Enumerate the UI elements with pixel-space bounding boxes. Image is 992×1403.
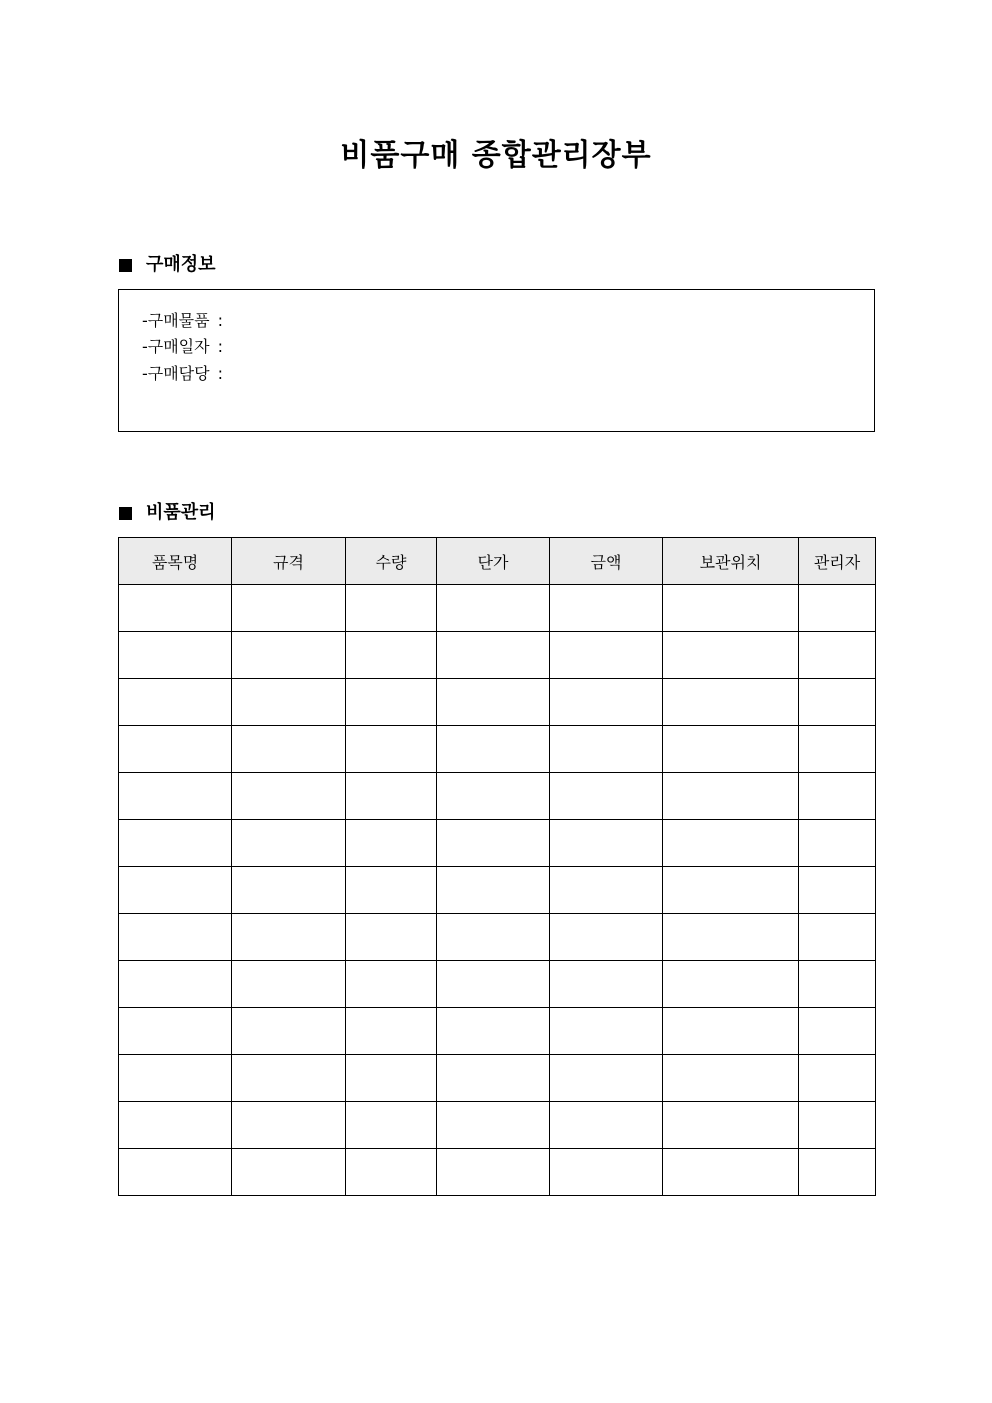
cell-amount[interactable]: [550, 773, 663, 820]
purchase-item-separator: :: [217, 311, 223, 330]
cell-quantity[interactable]: [346, 773, 437, 820]
cell-unit-price[interactable]: [437, 679, 550, 726]
purchase-manager-label: -구매담당: [142, 364, 210, 383]
cell-spec[interactable]: [232, 679, 346, 726]
cell-spec[interactable]: [232, 585, 346, 632]
cell-amount[interactable]: [550, 1149, 663, 1196]
cell-item-name[interactable]: [119, 1055, 232, 1102]
table-row: [119, 679, 876, 726]
cell-amount[interactable]: [550, 914, 663, 961]
purchase-date-field: [142, 336, 223, 358]
square-bullet-icon: [119, 507, 132, 520]
cell-item-name[interactable]: [119, 726, 232, 773]
cell-manager[interactable]: [799, 1008, 876, 1055]
items-table: [118, 537, 876, 1196]
cell-unit-price[interactable]: [437, 585, 550, 632]
table-row: [119, 726, 876, 773]
cell-item-name[interactable]: [119, 914, 232, 961]
table-row: [119, 773, 876, 820]
cell-quantity[interactable]: [346, 632, 437, 679]
cell-unit-price[interactable]: [437, 726, 550, 773]
cell-spec[interactable]: [232, 1102, 346, 1149]
cell-manager[interactable]: [799, 773, 876, 820]
cell-amount[interactable]: [550, 1008, 663, 1055]
column-header-storage-location: 보관위치: [663, 538, 799, 585]
cell-amount[interactable]: [550, 1055, 663, 1102]
cell-item-name[interactable]: [119, 1102, 232, 1149]
cell-quantity[interactable]: [346, 961, 437, 1008]
cell-spec[interactable]: [232, 632, 346, 679]
cell-spec[interactable]: [232, 914, 346, 961]
cell-manager[interactable]: [799, 1149, 876, 1196]
cell-storage-location[interactable]: [663, 1008, 799, 1055]
column-header-item-name: 품목명: [119, 538, 232, 585]
table-row: [119, 585, 876, 632]
cell-amount[interactable]: [550, 867, 663, 914]
table-row: [119, 1008, 876, 1055]
cell-spec[interactable]: [232, 773, 346, 820]
cell-quantity[interactable]: [346, 1055, 437, 1102]
cell-storage-location[interactable]: [663, 726, 799, 773]
purchase-date-separator: :: [217, 337, 223, 356]
cell-manager[interactable]: [799, 679, 876, 726]
table-row: [119, 867, 876, 914]
items-management-heading: [119, 501, 216, 525]
purchase-manager-field: [142, 363, 223, 385]
cell-unit-price[interactable]: [437, 632, 550, 679]
cell-unit-price[interactable]: [437, 914, 550, 961]
cell-item-name[interactable]: [119, 820, 232, 867]
table-row: [119, 961, 876, 1008]
cell-quantity[interactable]: [346, 914, 437, 961]
square-bullet-icon: [119, 259, 132, 272]
purchase-info-box: [118, 289, 875, 432]
cell-unit-price[interactable]: [437, 1055, 550, 1102]
purchase-item-field: [142, 310, 223, 332]
cell-amount[interactable]: [550, 632, 663, 679]
purchase-info-heading: [119, 253, 216, 277]
cell-amount[interactable]: [550, 726, 663, 773]
cell-storage-location[interactable]: [663, 1055, 799, 1102]
purchase-item-label: -구매물품: [142, 311, 210, 330]
cell-item-name[interactable]: [119, 632, 232, 679]
table-row: [119, 632, 876, 679]
cell-amount[interactable]: [550, 1102, 663, 1149]
table-row: [119, 1102, 876, 1149]
page-title: 비품구매 종합관리장부: [340, 138, 652, 173]
cell-unit-price[interactable]: [437, 773, 550, 820]
cell-spec[interactable]: [232, 867, 346, 914]
cell-quantity[interactable]: [346, 1102, 437, 1149]
cell-spec[interactable]: [232, 1149, 346, 1196]
cell-item-name[interactable]: [119, 1008, 232, 1055]
cell-spec[interactable]: [232, 961, 346, 1008]
cell-quantity[interactable]: [346, 867, 437, 914]
cell-storage-location[interactable]: [663, 632, 799, 679]
purchase-manager-separator: :: [217, 364, 223, 383]
cell-quantity[interactable]: [346, 1008, 437, 1055]
cell-storage-location[interactable]: [663, 961, 799, 1008]
cell-item-name[interactable]: [119, 679, 232, 726]
cell-amount[interactable]: [550, 820, 663, 867]
cell-storage-location[interactable]: [663, 679, 799, 726]
cell-unit-price[interactable]: [437, 867, 550, 914]
column-header-manager: 관리자: [799, 538, 876, 585]
cell-quantity[interactable]: [346, 1149, 437, 1196]
cell-manager[interactable]: [799, 632, 876, 679]
cell-manager[interactable]: [799, 820, 876, 867]
cell-spec[interactable]: [232, 726, 346, 773]
cell-manager[interactable]: [799, 726, 876, 773]
cell-manager[interactable]: [799, 1055, 876, 1102]
column-header-unit-price: 단가: [437, 538, 550, 585]
table-row: [119, 1149, 876, 1196]
cell-unit-price[interactable]: [437, 1149, 550, 1196]
cell-unit-price[interactable]: [437, 961, 550, 1008]
cell-spec[interactable]: [232, 820, 346, 867]
cell-spec[interactable]: [232, 1008, 346, 1055]
cell-storage-location[interactable]: [663, 914, 799, 961]
cell-manager[interactable]: [799, 1102, 876, 1149]
cell-item-name[interactable]: [119, 773, 232, 820]
cell-storage-location[interactable]: [663, 773, 799, 820]
cell-quantity[interactable]: [346, 726, 437, 773]
cell-item-name[interactable]: [119, 1149, 232, 1196]
cell-storage-location[interactable]: [663, 1102, 799, 1149]
table-row: [119, 914, 876, 961]
cell-quantity[interactable]: [346, 820, 437, 867]
table-row: [119, 820, 876, 867]
cell-storage-location[interactable]: [663, 1149, 799, 1196]
cell-unit-price[interactable]: [437, 1008, 550, 1055]
cell-manager[interactable]: [799, 961, 876, 1008]
purchase-date-label: -구매일자: [142, 337, 210, 356]
cell-unit-price[interactable]: [437, 1102, 550, 1149]
cell-manager[interactable]: [799, 585, 876, 632]
items-management-heading-label: 비품관리: [146, 502, 216, 523]
cell-amount[interactable]: [550, 585, 663, 632]
cell-storage-location[interactable]: [663, 585, 799, 632]
cell-amount[interactable]: [550, 961, 663, 1008]
column-header-quantity: 수량: [346, 538, 437, 585]
cell-manager[interactable]: [799, 914, 876, 961]
cell-quantity[interactable]: [346, 679, 437, 726]
column-header-spec: 규격: [232, 538, 346, 585]
cell-storage-location[interactable]: [663, 867, 799, 914]
cell-item-name[interactable]: [119, 585, 232, 632]
cell-quantity[interactable]: [346, 585, 437, 632]
cell-storage-location[interactable]: [663, 820, 799, 867]
cell-unit-price[interactable]: [437, 820, 550, 867]
table-header-row: [119, 538, 876, 585]
column-header-amount: 금액: [550, 538, 663, 585]
cell-amount[interactable]: [550, 679, 663, 726]
cell-manager[interactable]: [799, 867, 876, 914]
cell-spec[interactable]: [232, 1055, 346, 1102]
purchase-info-heading-label: 구매정보: [146, 254, 216, 275]
cell-item-name[interactable]: [119, 867, 232, 914]
cell-item-name[interactable]: [119, 961, 232, 1008]
items-table-body: [119, 585, 876, 1196]
table-row: [119, 1055, 876, 1102]
